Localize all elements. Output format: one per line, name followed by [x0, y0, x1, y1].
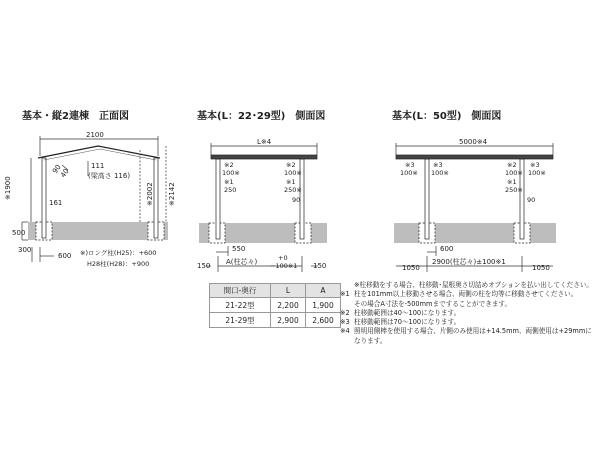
- note-mark: ※1: [340, 290, 350, 299]
- side-view-50-title: 基本(L：50型) 側面図: [392, 111, 502, 122]
- spec-col-a: A: [306, 284, 341, 298]
- front-dim-90: 90: [51, 163, 63, 176]
- side2-dim-top: 5000※4: [459, 138, 488, 146]
- spec-table-header: [210, 284, 341, 298]
- side1-dim-150-left: 150: [197, 262, 211, 270]
- note-item: [340, 300, 598, 309]
- note-text: 柱移動範囲は40～100になります。: [354, 308, 461, 317]
- side2-dim-1050-right: 1050: [532, 264, 550, 272]
- side2-left-note3: ※3: [405, 161, 415, 169]
- front-post-right: [154, 158, 158, 238]
- side1-left-250: 250: [224, 186, 237, 194]
- side1-dim-a-label: A(柱芯々): [226, 258, 258, 266]
- side1-right-90: 90: [292, 196, 301, 204]
- spec-cell: 21-22型: [210, 298, 271, 313]
- spec-cell: 1,900: [306, 298, 341, 313]
- side1-left-note1: ※1: [224, 178, 234, 186]
- side1-left-note2: ※2: [224, 161, 234, 169]
- spec-cell: 2,900: [271, 313, 306, 328]
- front-view-title: 基本・縦2連棟 正面図: [22, 111, 129, 122]
- front-dim-300: 300: [18, 246, 32, 254]
- side2-roof: [396, 155, 553, 159]
- front-dim-2142: ※2142: [168, 182, 176, 206]
- spec-table: [209, 283, 341, 328]
- spec-col-size: 間口-奥行: [210, 284, 271, 298]
- note-item: [340, 327, 598, 346]
- front-dim-161: 161: [49, 199, 63, 207]
- front-post-left: [42, 158, 46, 238]
- side1-right-100: 100※: [284, 169, 302, 177]
- side2-right-100: 100※: [505, 169, 523, 177]
- side2-mid-note3: ※3: [433, 161, 443, 169]
- notes: [340, 281, 598, 346]
- side2-right-250: 250※: [505, 186, 523, 194]
- side-view-22-29: [199, 143, 327, 272]
- note-text: 照明用側棒を使用する場合、片側のみ使用は+14.5mm、両側使用は+29mmになります。: [354, 327, 592, 345]
- spec-col-l: L: [271, 284, 306, 298]
- note-item: [340, 309, 598, 318]
- side1-left-100: 100※: [222, 169, 240, 177]
- note-item: [340, 281, 598, 290]
- front-dim-1900: ※1900: [4, 176, 12, 200]
- front-dim-40: 40: [59, 167, 71, 180]
- front-dim-600: 600: [58, 252, 72, 260]
- side2-right-90: 90: [527, 196, 536, 204]
- note-text: 柱移動範囲は70～100になります。: [354, 318, 461, 327]
- side2-dim-600: 600: [440, 245, 454, 253]
- side2-mid-100: 100※: [431, 169, 449, 177]
- side1-dim-150-right: 150: [313, 262, 327, 270]
- front-beam-height: (梁高さ 116): [88, 172, 131, 180]
- side2-dim-mid: 2900(柱芯々)±100※1: [432, 258, 506, 266]
- side2-far-right-100: 100※: [528, 169, 546, 177]
- note-mark: [340, 281, 354, 290]
- side2-far-right-note3: ※3: [530, 161, 540, 169]
- front-dim-2100: 2100: [86, 131, 104, 139]
- note-mark: [340, 300, 354, 309]
- spec-cell: 2,200: [271, 298, 306, 313]
- side1-right-note1: ※1: [286, 178, 296, 186]
- side1-dim-a-minus: −100※1: [270, 262, 298, 270]
- side2-ground: [394, 223, 556, 243]
- note-text: その場合A寸法を-500mmまですることができます。: [354, 299, 512, 308]
- side2-dim-1050-left: 1050: [402, 264, 420, 272]
- note-text: 柱を101mm以上移動させる場合、両側の柱を均等に移動させてください。: [354, 290, 578, 299]
- front-long-post-note: ※)ロング柱(H25)：+600: [80, 249, 157, 257]
- front-h28-post-note: H28柱(H28)：+900: [87, 260, 150, 268]
- note-mark: ※3: [340, 318, 350, 327]
- front-roof: [38, 146, 160, 158]
- side2-left-100: 100※: [400, 169, 418, 177]
- side2-right-note2: ※2: [507, 161, 517, 169]
- side1-roof: [211, 155, 317, 159]
- note-mark: ※4: [340, 327, 350, 336]
- side1-dim-a-plus: +0: [278, 254, 288, 262]
- side1-right-note2: ※2: [286, 161, 296, 169]
- spec-cell: 2,600: [306, 313, 341, 328]
- table-row: [210, 313, 341, 328]
- side2-right-note1: ※1: [507, 178, 517, 186]
- side1-right-250: 250※: [284, 186, 302, 194]
- table-row: [210, 298, 341, 313]
- front-dim-2002: ※2002: [146, 182, 154, 206]
- front-dim-500: 500: [12, 229, 26, 237]
- side-view-22-29-title: 基本(L：22･29型) 側面図: [197, 111, 326, 122]
- note-item: [340, 290, 598, 299]
- side1-post-left: [216, 159, 220, 239]
- side2-post-left: [425, 159, 429, 239]
- side1-dim-top: L※4: [257, 138, 272, 146]
- spec-cell: 21-29型: [210, 313, 271, 328]
- front-dim-111: 111: [91, 162, 105, 170]
- note-text: ※柱移動をする場合、柱移動･屋根奥さ切詰めオプションを払い出してください。: [354, 281, 594, 289]
- side1-dim-550: 550: [232, 245, 246, 253]
- note-mark: ※2: [340, 308, 350, 317]
